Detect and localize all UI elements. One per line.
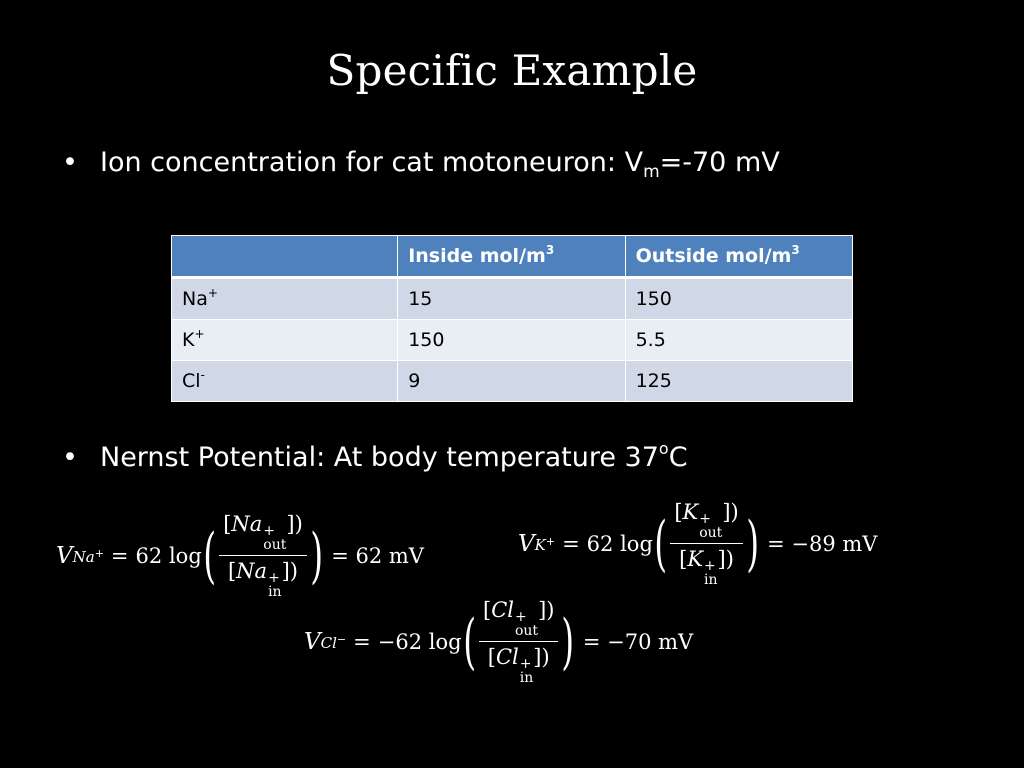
- slide-title: Specific Example: [326, 46, 698, 95]
- table-header-blank: [172, 236, 398, 278]
- table-row: [172, 320, 853, 361]
- equation-chloride: V Cl− = −62 log ( [Cl + out ]) [Cl + in ]) ) = −70 mV: [304, 598, 694, 686]
- inside-value-cell: 150: [398, 320, 625, 361]
- bullet-text-suffix: C: [668, 442, 688, 473]
- bullet-text: Nernst Potential: At body temperature 37: [100, 442, 659, 473]
- inside-value-cell: 15: [398, 278, 625, 320]
- bullet-text-suffix: =-70 mV: [659, 147, 780, 178]
- ion-concentration-table: [171, 235, 853, 402]
- table-row: [172, 278, 853, 320]
- table-header-row: [172, 236, 853, 278]
- outside-value-cell: 125: [625, 361, 852, 402]
- equation-potassium: V K+ = 62 log ( [K + out ]) [K + in ]) ) = −89 mV: [518, 500, 878, 588]
- outside-value-cell: 5.5: [625, 320, 852, 361]
- fraction: [Na + out ]) [Na + in ]): [219, 512, 307, 599]
- ion-name-cell: Cl-: [172, 361, 398, 402]
- ion-name-cell: Na+: [172, 278, 398, 320]
- fraction: [K + out ]) [K + in ]): [670, 500, 742, 587]
- bullet-dot: •: [62, 147, 78, 178]
- equation-sodium: V Na+ = 62 log ( [Na + out ]) [Na + in ]) ) = 62 mV: [56, 512, 424, 600]
- bullet-text: Ion concentration for cat motoneuron: V: [100, 147, 644, 178]
- table-header-inside: Inside mol/$m^3$: [398, 236, 625, 278]
- bullet-subscript: m: [643, 162, 660, 182]
- table-row: [172, 361, 853, 402]
- bullet-dot: •: [62, 442, 78, 473]
- outside-value-cell: 150: [625, 278, 852, 320]
- bullet-superscript: o: [658, 439, 669, 458]
- bullet-ion-concentration: [62, 146, 780, 180]
- ion-name-cell: K+: [172, 320, 398, 361]
- inside-value-cell: 9: [398, 361, 625, 402]
- fraction: [Cl + out ]) [Cl + in ]): [479, 598, 558, 685]
- bullet-nernst-potential: [62, 441, 688, 475]
- table-header-outside: Outside mol/$m^3$: [625, 236, 852, 278]
